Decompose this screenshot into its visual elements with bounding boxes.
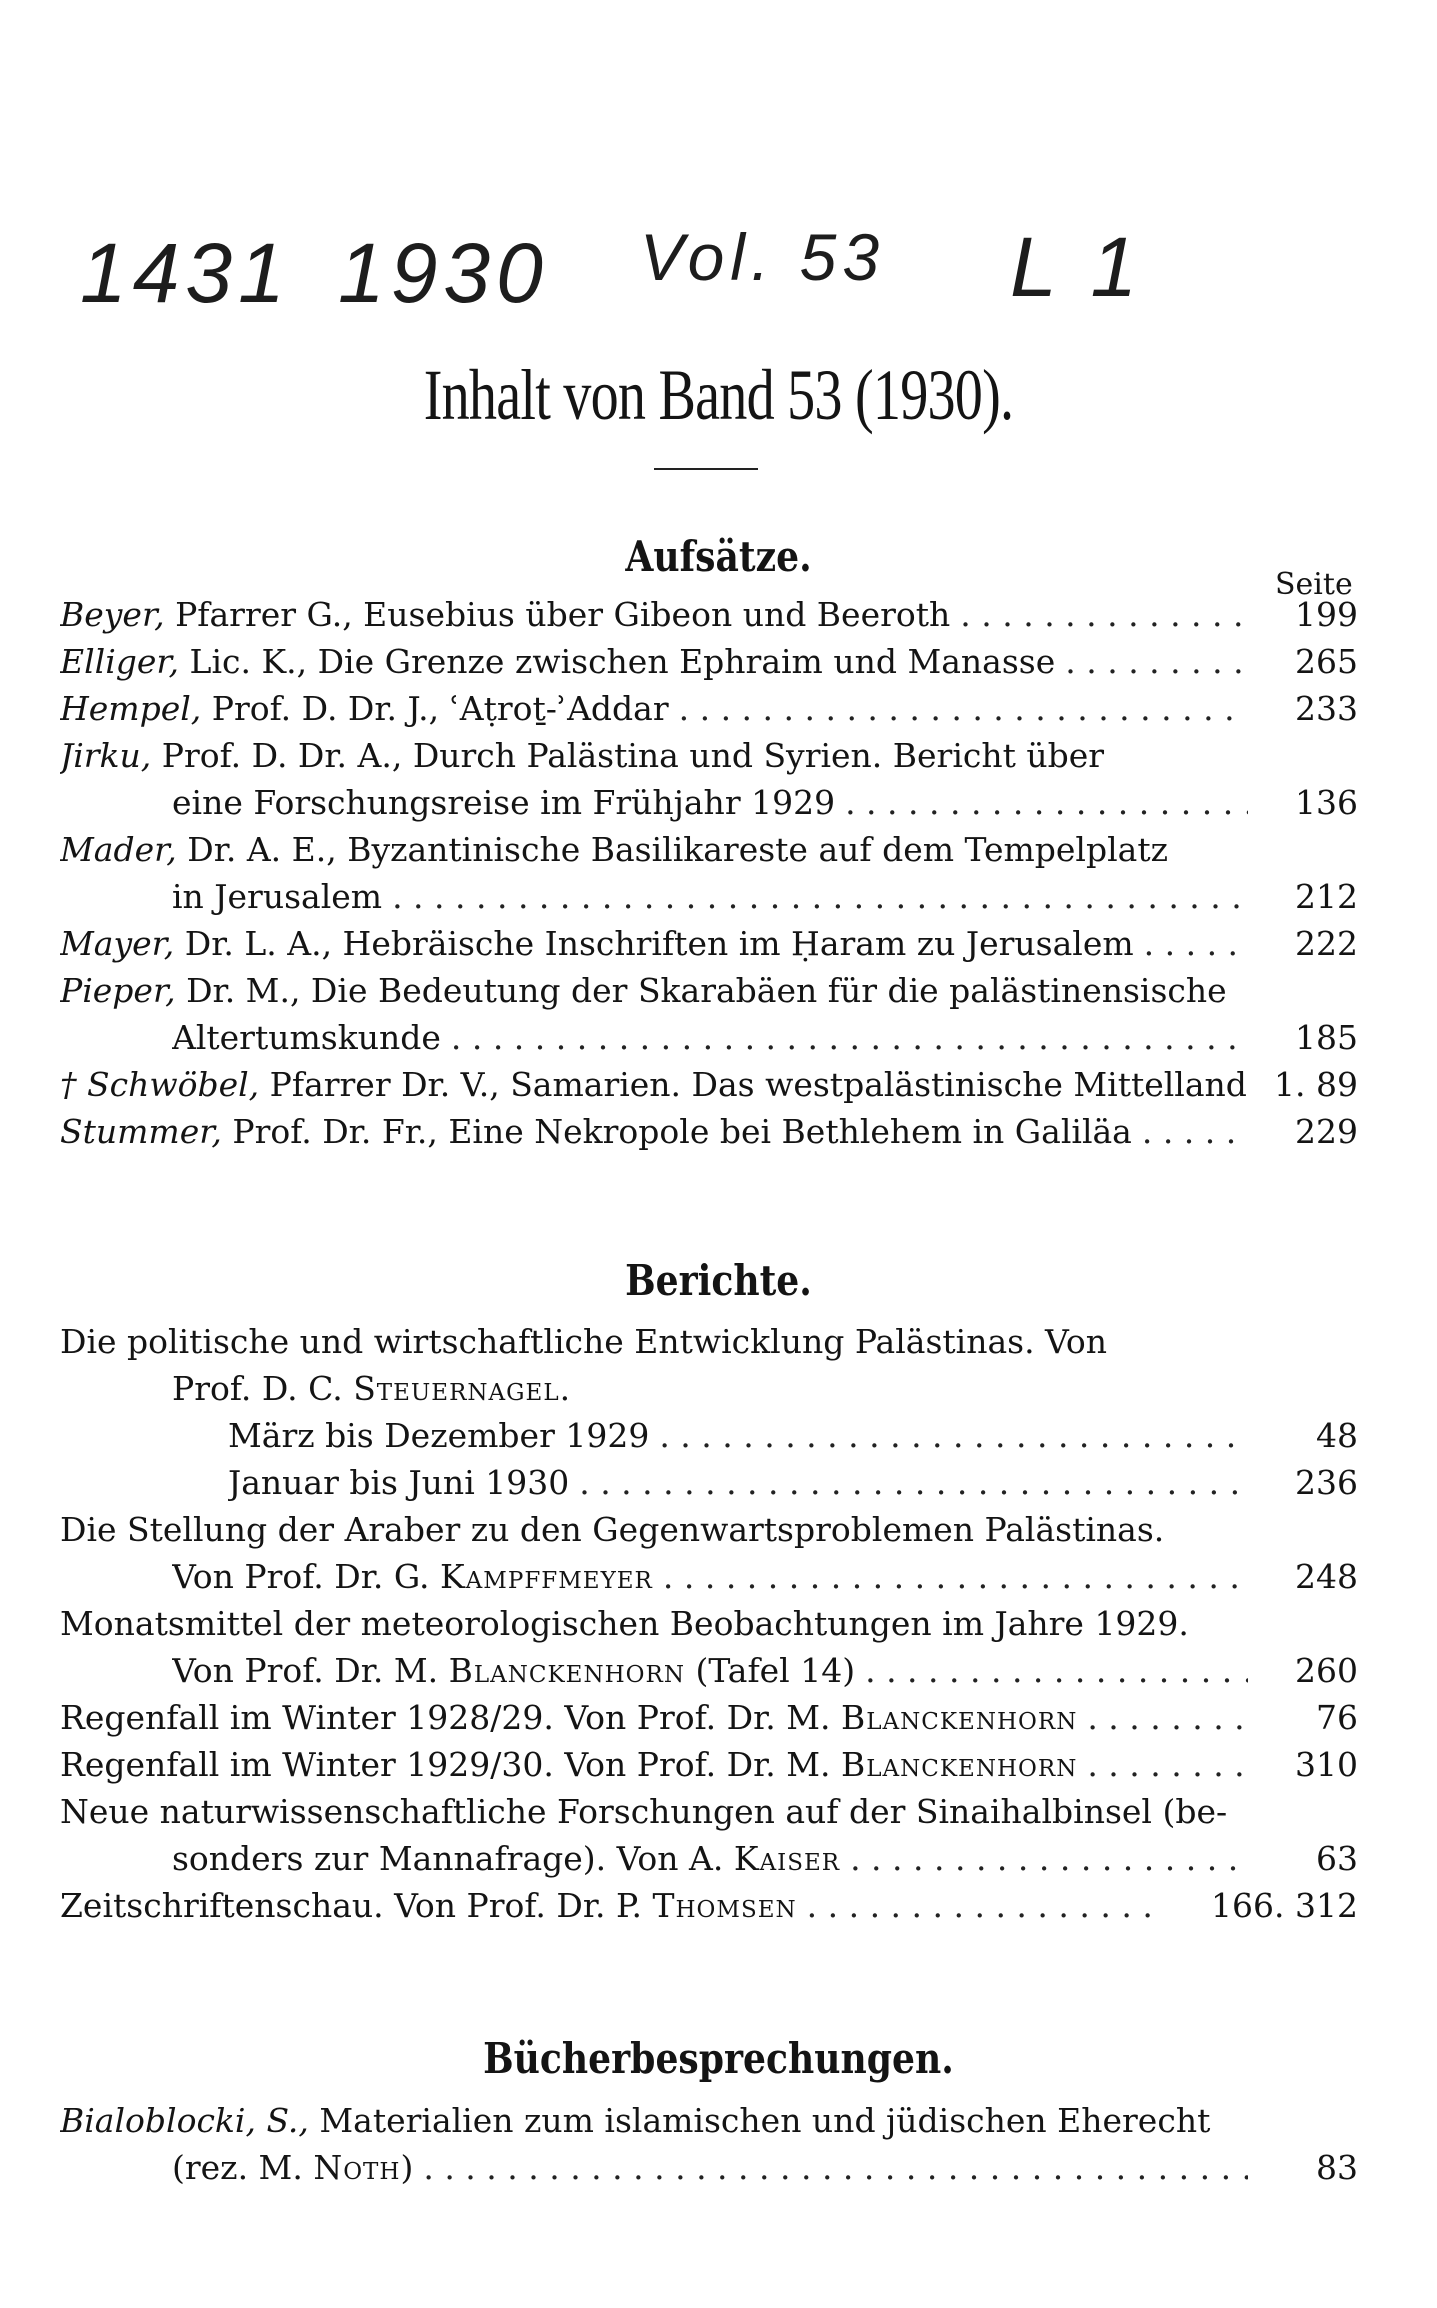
entry-title: Prof. D. Dr. A., Durch Palästina und Syrien. Bericht über xyxy=(151,736,1105,775)
entry-page: 310 xyxy=(1295,1745,1358,1784)
entry-title: Lic. K., Die Grenze zwischen Ephraim und Manasse xyxy=(179,642,1056,681)
entry-page: 260 xyxy=(1295,1651,1358,1690)
entry-page: 63 xyxy=(1316,1839,1358,1878)
entry-title: Die politische und wirtschaftliche Entwicklung Palästinas. Von xyxy=(60,1322,1107,1361)
toc-entry-continuation xyxy=(172,874,1358,920)
section-heading-berichte: Berichte. xyxy=(625,1256,812,1305)
toc-entry-continuation xyxy=(228,1413,1358,1459)
entry-title: in Jerusalem xyxy=(172,877,383,916)
entry-page: 83 xyxy=(1316,2148,1358,2187)
entry-title: Neue naturwissenschaftliche Forschungen auf der Sinaihalbinsel (be- xyxy=(60,1792,1228,1831)
section-heading-buecher: Bücherbesprechungen. xyxy=(483,2034,954,2083)
entry-text: sonders zur Mannafrage). Von A. xyxy=(172,1839,734,1878)
toc-entry-continuation xyxy=(172,1648,1358,1694)
entry-page: 199 xyxy=(1295,595,1358,634)
entry-page: 185 xyxy=(1295,1018,1358,1057)
entry-text: Zeitschriftenschau. Von Prof. Dr. P. xyxy=(60,1886,653,1925)
toc-entry xyxy=(60,592,1358,638)
toc-entry xyxy=(60,1883,1358,1929)
toc-entry xyxy=(60,1319,1358,1365)
toc-entry-continuation xyxy=(172,780,1358,826)
toc-entry xyxy=(60,921,1358,967)
entry-title: Monatsmittel der meteorologischen Beobachtungen im Jahre 1929. xyxy=(60,1604,1189,1643)
seite-label: Seite xyxy=(1275,567,1353,602)
entry-title: Prof. D. Dr. J., ʿAṭroṯ-ʾAddar xyxy=(201,689,669,728)
entry-title: Dr. A. E., Byzantinische Basilikareste auf dem Tempelplatz xyxy=(176,830,1168,869)
entry-title: eine Forschungsreise im Frühjahr 1929 xyxy=(172,783,836,822)
toc-entry-continuation xyxy=(172,1554,1358,1600)
toc-entry xyxy=(60,639,1358,685)
entry-page: 166. 312 xyxy=(1211,1886,1358,1925)
entry-author: † Schwöbel, xyxy=(60,1065,260,1104)
entry-author: Mayer, xyxy=(60,924,175,963)
entry-author: Bialoblocki, S., xyxy=(60,2101,309,2140)
toc-entry xyxy=(60,1695,1358,1741)
entry-text: (Tafel 14) xyxy=(684,1651,856,1690)
entry-author: Kampffmeyer xyxy=(440,1557,653,1596)
entry-page: 233 xyxy=(1295,689,1358,728)
toc-entry xyxy=(60,1109,1358,1155)
entry-title: Pfarrer G., Eusebius über Gibeon und Beeroth xyxy=(164,595,951,634)
entry-title: Dr. M., Die Bedeutung der Skarabäen für die palästinensische xyxy=(175,971,1227,1010)
entry-page: 222 xyxy=(1295,924,1358,963)
entry-text: . xyxy=(559,1369,571,1408)
toc-entry xyxy=(60,2098,1358,2144)
entry-title: Materialien zum islamischen und jüdischen Eherecht xyxy=(308,2101,1211,2140)
handwritten-year: 1930 xyxy=(338,226,549,320)
toc-entry xyxy=(60,686,1358,732)
entry-text: Prof. D. C. xyxy=(172,1369,354,1408)
toc-entry xyxy=(60,1742,1358,1788)
entry-author: Pieper, xyxy=(60,971,176,1010)
entry-author: Elliger, xyxy=(60,642,180,681)
entry-title: Januar bis Juni 1930 xyxy=(228,1463,570,1502)
entry-author: Thomsen xyxy=(652,1886,797,1925)
toc-entry xyxy=(60,1507,1358,1553)
entry-author: Mader, xyxy=(60,830,177,869)
toc-entry xyxy=(60,1062,1358,1108)
toc-entry-continuation xyxy=(172,1836,1358,1882)
entry-text: Regenfall im Winter 1929/30. Von Prof. Dr. M. xyxy=(60,1745,842,1784)
toc-entry xyxy=(60,1789,1358,1835)
entry-title: Altertumskunde xyxy=(172,1018,441,1057)
handwritten-call-number: 1431 xyxy=(80,226,291,320)
toc-entry xyxy=(60,733,1358,779)
entry-text: Regenfall im Winter 1928/29. Von Prof. Dr. M. xyxy=(60,1698,842,1737)
entry-author: Blanckenhorn xyxy=(841,1745,1078,1784)
toc-entry-continuation xyxy=(172,2145,1358,2191)
entry-author: Steuernagel xyxy=(353,1369,560,1408)
entry-author: Stummer, xyxy=(60,1112,222,1151)
toc-entry-continuation xyxy=(172,1366,1358,1412)
toc-entry xyxy=(60,968,1358,1014)
toc-entry-continuation xyxy=(172,1015,1358,1061)
entry-page: 236 xyxy=(1295,1463,1358,1502)
title-rule xyxy=(654,468,758,470)
handwritten-mark: L 1 xyxy=(1010,220,1144,314)
entry-title: Pfarrer Dr. V., Samarien. Das westpalästinische Mittelland xyxy=(259,1065,1247,1104)
entry-author: Beyer, xyxy=(60,595,165,634)
toc-entry xyxy=(60,827,1358,873)
entry-author: Hempel, xyxy=(60,689,202,728)
entry-page: 229 xyxy=(1295,1112,1358,1151)
section-heading-aufsaetze: Aufsätze. xyxy=(625,532,812,581)
entry-page: 248 xyxy=(1295,1557,1358,1596)
entry-text: Von Prof. Dr. G. xyxy=(172,1557,441,1596)
entry-page: 212 xyxy=(1295,877,1358,916)
entry-page: 1. 89 xyxy=(1274,1065,1358,1104)
entry-author: Noth xyxy=(313,2148,401,2187)
handwritten-volume: Vol. 53 xyxy=(640,220,886,294)
entry-title: Dr. L. A., Hebräische Inschriften im Ḥaram zu Jerusalem xyxy=(174,924,1134,963)
entry-author: Kaiser xyxy=(733,1839,841,1878)
entry-page: 48 xyxy=(1316,1416,1358,1455)
entry-page: 76 xyxy=(1316,1698,1358,1737)
page-title: Inhalt von Band 53 (1930). xyxy=(423,355,1014,435)
entry-text: (rez. M. xyxy=(172,2148,314,2187)
entry-text: ) xyxy=(400,2148,414,2187)
toc-entry-continuation xyxy=(228,1460,1358,1506)
entry-author: Blanckenhorn xyxy=(448,1651,685,1690)
toc-entry xyxy=(60,1601,1358,1647)
entry-title: Die Stellung der Araber zu den Gegenwartsproblemen Palästinas. xyxy=(60,1510,1165,1549)
entry-author: Jirku, xyxy=(60,736,152,775)
entry-page: 265 xyxy=(1295,642,1358,681)
entry-text: Von Prof. Dr. M. xyxy=(172,1651,449,1690)
entry-title: März bis Dezember 1929 xyxy=(228,1416,650,1455)
entry-author: Blanckenhorn xyxy=(841,1698,1078,1737)
entry-page: 136 xyxy=(1295,783,1358,822)
entry-title: Prof. Dr. Fr., Eine Nekropole bei Bethlehem in Galiläa xyxy=(221,1112,1132,1151)
